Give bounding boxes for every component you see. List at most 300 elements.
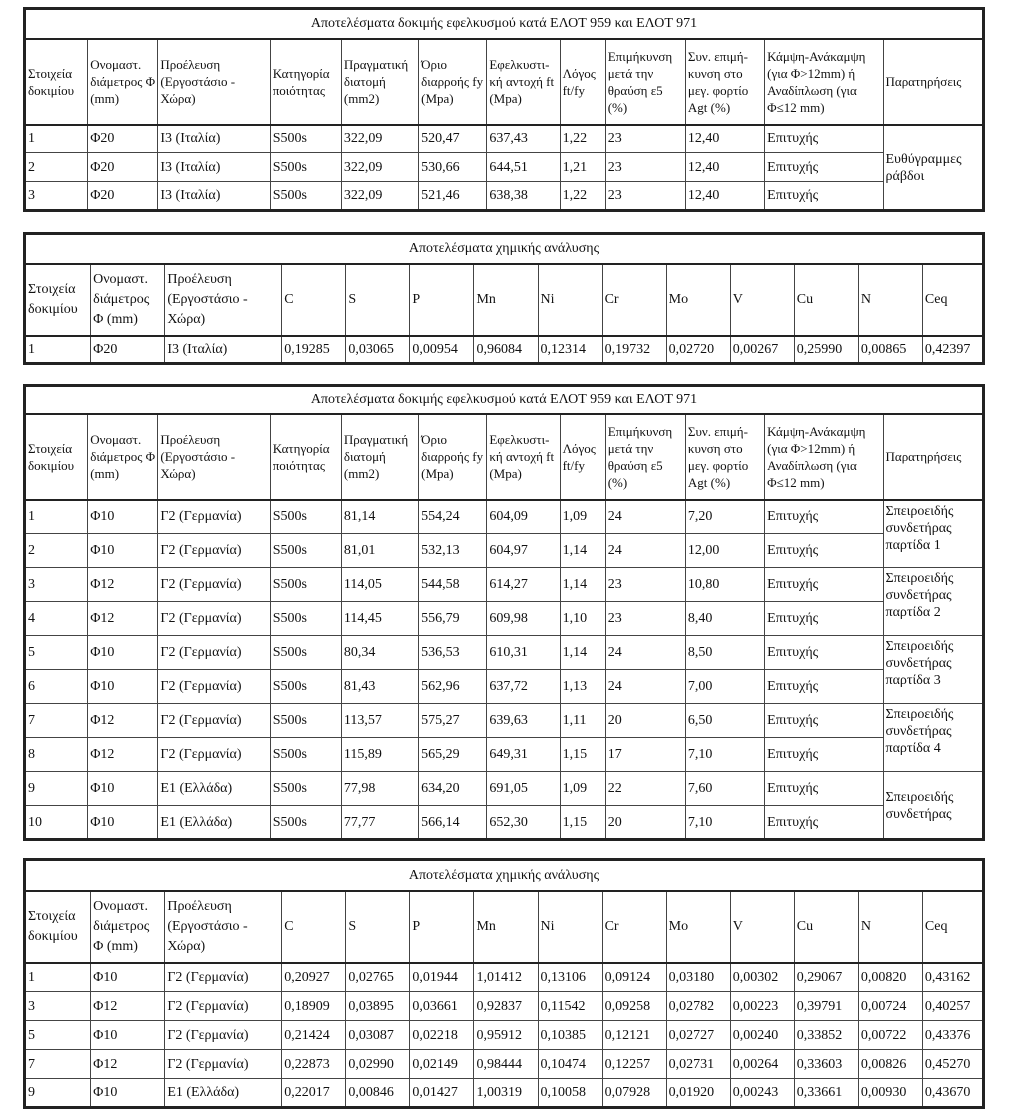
- table-cell: 20: [605, 806, 685, 840]
- header-ratio: Λόγος ft/fy: [560, 39, 605, 125]
- table-cell: Φ20: [88, 125, 158, 153]
- table-cell: 114,45: [341, 602, 418, 636]
- table-cell: Φ20: [88, 182, 158, 211]
- table-cell: Γ2 (Γερμανία): [158, 738, 270, 772]
- remarks-cell: Σπειροειδής συνδετήρας: [883, 772, 984, 840]
- table-cell: S500s: [270, 182, 341, 211]
- table-cell: 562,96: [419, 670, 487, 704]
- table-cell: 1: [25, 336, 91, 364]
- header-mn: Mn: [474, 891, 538, 963]
- table-cell: Ε1 (Ελλάδα): [165, 1079, 282, 1108]
- table-cell: 691,05: [487, 772, 560, 806]
- table-cell: Επιτυχής: [765, 182, 883, 211]
- table-row: [25, 182, 984, 211]
- header-tensile: Εφελκυστι-κή αντοχή ft (Mpa): [487, 39, 560, 125]
- table-cell: 113,57: [341, 704, 418, 738]
- table-cell: Επιτυχής: [765, 500, 883, 534]
- chem-title: Αποτελέσματα χημικής ανάλυσης: [25, 234, 984, 264]
- header-n: N: [858, 891, 922, 963]
- table-cell: 81,14: [341, 500, 418, 534]
- table-cell: 8: [25, 738, 88, 772]
- header-diameter: Ονομαστ. διάμετρος Φ (mm): [91, 264, 165, 336]
- table-cell: 0,00846: [346, 1079, 410, 1108]
- table-cell: 4: [25, 602, 88, 636]
- table-cell: Επιτυχής: [765, 636, 883, 670]
- table-cell: 77,98: [341, 772, 418, 806]
- header-section: Πραγματική διατομή (mm2): [341, 39, 418, 125]
- header-cu: Cu: [794, 264, 858, 336]
- table-cell: 1,14: [560, 534, 605, 568]
- table-cell: S500s: [270, 534, 341, 568]
- table-cell: 575,27: [419, 704, 487, 738]
- table-cell: 23: [605, 125, 685, 153]
- table-cell: 1,11: [560, 704, 605, 738]
- table-cell: 7,10: [685, 738, 764, 772]
- table-cell: 554,24: [419, 500, 487, 534]
- table-cell: 0,42397: [922, 336, 983, 364]
- table-row: [25, 336, 984, 364]
- table-cell: 565,29: [419, 738, 487, 772]
- header-ceq: Ceq: [922, 264, 983, 336]
- table-cell: 0,10058: [538, 1079, 602, 1108]
- table-cell: 1,14: [560, 636, 605, 670]
- header-cu: Cu: [794, 891, 858, 963]
- header-agt: Συν. επιμή-κυνση στο μεγ. φορτίο Agt (%): [685, 39, 764, 125]
- table-cell: 610,31: [487, 636, 560, 670]
- table-cell: 0,20927: [282, 963, 346, 992]
- table-cell: Γ2 (Γερμανία): [158, 534, 270, 568]
- table-cell: 23: [605, 153, 685, 182]
- table-cell: 9: [25, 772, 88, 806]
- table-cell: Γ2 (Γερμανία): [165, 963, 282, 992]
- header-elongation: Επιμήκυνση μετά την θραύση ε5 (%): [605, 39, 685, 125]
- table-cell: 1: [25, 125, 88, 153]
- table-cell: 1,15: [560, 738, 605, 772]
- table-cell: Επιτυχής: [765, 153, 883, 182]
- table-cell: 536,53: [419, 636, 487, 670]
- table-cell: 24: [605, 534, 685, 568]
- table-cell: 0,12121: [602, 1021, 666, 1050]
- table-cell: 0,96084: [474, 336, 538, 364]
- table-cell: 1,15: [560, 806, 605, 840]
- table-cell: 7: [25, 704, 88, 738]
- header-quality: Κατηγορία ποιότητας: [270, 414, 341, 500]
- table-cell: 1,14: [560, 568, 605, 602]
- table-cell: 81,43: [341, 670, 418, 704]
- table-cell: 0,01920: [666, 1079, 730, 1108]
- table-cell: 0,18909: [282, 992, 346, 1021]
- table-cell: 322,09: [341, 182, 418, 211]
- table-cell: 114,05: [341, 568, 418, 602]
- table-cell: Φ10: [91, 963, 165, 992]
- table-cell: Γ2 (Γερμανία): [158, 670, 270, 704]
- table-cell: Γ2 (Γερμανία): [158, 602, 270, 636]
- table-cell: 0,39791: [794, 992, 858, 1021]
- table-cell: 7,00: [685, 670, 764, 704]
- table-cell: Επιτυχής: [765, 125, 883, 153]
- table-cell: 0,00302: [730, 963, 794, 992]
- table-cell: 0,03661: [410, 992, 474, 1021]
- table-cell: Γ2 (Γερμανία): [158, 568, 270, 602]
- table-cell: 0,19285: [282, 336, 346, 364]
- table-cell: Ε1 (Ελλάδα): [158, 806, 270, 840]
- chem-table-germany-greece: [23, 858, 985, 1109]
- table-cell: Φ12: [88, 738, 158, 772]
- table-cell: 3: [25, 992, 91, 1021]
- table-cell: 0,22017: [282, 1079, 346, 1108]
- table-cell: 5: [25, 1021, 91, 1050]
- table-row: [25, 125, 984, 153]
- table-row: [25, 806, 984, 840]
- table-cell: Ε1 (Ελλάδα): [158, 772, 270, 806]
- table-cell: 22: [605, 772, 685, 806]
- table-row: [25, 534, 984, 568]
- table-cell: 0,21424: [282, 1021, 346, 1050]
- table-cell: 521,46: [419, 182, 487, 211]
- header-c: C: [282, 891, 346, 963]
- table-cell: 0,45270: [922, 1050, 983, 1079]
- header-mo: Mo: [666, 891, 730, 963]
- header-cr: Cr: [602, 891, 666, 963]
- table-cell: 0,02990: [346, 1050, 410, 1079]
- table-cell: 0,02782: [666, 992, 730, 1021]
- table-cell: 0,02727: [666, 1021, 730, 1050]
- table-cell: 23: [605, 182, 685, 211]
- header-ni: Ni: [538, 891, 602, 963]
- tensile-title: Αποτελέσματα δοκιμής εφελκυσμού κατά ΕΛΟΤ 959 και ΕΛΟΤ 971: [25, 9, 984, 39]
- table-cell: 77,77: [341, 806, 418, 840]
- table-cell: 0,02720: [666, 336, 730, 364]
- table-cell: 556,79: [419, 602, 487, 636]
- table-row: [25, 670, 984, 704]
- header-origin: Προέλευση (Εργοστάσιο - Χώρα): [158, 39, 270, 125]
- table-cell: 544,58: [419, 568, 487, 602]
- table-cell: 0,00820: [858, 963, 922, 992]
- table-cell: 2: [25, 534, 88, 568]
- table-cell: 12,40: [685, 153, 764, 182]
- table-cell: 81,01: [341, 534, 418, 568]
- table-cell: 0,22873: [282, 1050, 346, 1079]
- table-cell: Φ10: [88, 500, 158, 534]
- table-row: [25, 1021, 984, 1050]
- table-cell: 2: [25, 153, 88, 182]
- table-cell: 0,92837: [474, 992, 538, 1021]
- table-cell: 7: [25, 1050, 91, 1079]
- header-ratio: Λόγος ft/fy: [560, 414, 605, 500]
- table-cell: Ι3 (Ιταλία): [165, 336, 282, 364]
- table-cell: 637,72: [487, 670, 560, 704]
- table-cell: Επιτυχής: [765, 738, 883, 772]
- table-cell: 8,50: [685, 636, 764, 670]
- remarks-cell: Σπειροειδής συνδετήρας παρτίδα 3: [883, 636, 984, 704]
- table-cell: 0,09124: [602, 963, 666, 992]
- table-cell: 0,00240: [730, 1021, 794, 1050]
- header-s: S: [346, 891, 410, 963]
- table-cell: Επιτυχής: [765, 670, 883, 704]
- table-cell: 0,33852: [794, 1021, 858, 1050]
- table-cell: 0,07928: [602, 1079, 666, 1108]
- table-cell: Φ12: [91, 992, 165, 1021]
- table-cell: 1,09: [560, 500, 605, 534]
- table-cell: 649,31: [487, 738, 560, 772]
- table-cell: Επιτυχής: [765, 568, 883, 602]
- table-cell: 639,63: [487, 704, 560, 738]
- table-cell: 0,00865: [858, 336, 922, 364]
- table-cell: 5: [25, 636, 88, 670]
- table-cell: 8,40: [685, 602, 764, 636]
- table-cell: S500s: [270, 704, 341, 738]
- header-s: S: [346, 264, 410, 336]
- table-cell: 0,33603: [794, 1050, 858, 1079]
- table-cell: Φ10: [88, 670, 158, 704]
- table-cell: 0,03065: [346, 336, 410, 364]
- table-cell: 20: [605, 704, 685, 738]
- table-cell: Ι3 (Ιταλία): [158, 182, 270, 211]
- table-cell: Γ2 (Γερμανία): [165, 1021, 282, 1050]
- table-cell: 644,51: [487, 153, 560, 182]
- table-cell: 1,22: [560, 182, 605, 211]
- table-cell: 0,19732: [602, 336, 666, 364]
- header-specimen: Στοιχεία δοκιμίου: [25, 891, 91, 963]
- table-row: [25, 500, 984, 534]
- table-cell: 0,43670: [922, 1079, 983, 1108]
- table-cell: Φ10: [88, 534, 158, 568]
- table-cell: Φ10: [91, 1079, 165, 1108]
- table-cell: 7,20: [685, 500, 764, 534]
- table-cell: Γ2 (Γερμανία): [165, 992, 282, 1021]
- table-cell: S500s: [270, 806, 341, 840]
- table-cell: 0,00264: [730, 1050, 794, 1079]
- table-cell: 638,38: [487, 182, 560, 211]
- header-v: V: [730, 264, 794, 336]
- table-cell: 3: [25, 182, 88, 211]
- table-cell: 12,40: [685, 125, 764, 153]
- table-cell: 0,00954: [410, 336, 474, 364]
- table-cell: Φ10: [88, 806, 158, 840]
- header-specimen: Στοιχεία δοκιμίου: [25, 264, 91, 336]
- table-row: [25, 1050, 984, 1079]
- table-row: [25, 738, 984, 772]
- header-diameter: Ονομαστ. διάμετρος Φ (mm): [88, 414, 158, 500]
- table-cell: Γ2 (Γερμανία): [158, 636, 270, 670]
- table-cell: Επιτυχής: [765, 602, 883, 636]
- table-row: [25, 1079, 984, 1108]
- table-cell: 0,02149: [410, 1050, 474, 1079]
- table-cell: 23: [605, 602, 685, 636]
- table-cell: 566,14: [419, 806, 487, 840]
- table-cell: 0,10385: [538, 1021, 602, 1050]
- table-row: [25, 568, 984, 602]
- table-cell: 1,21: [560, 153, 605, 182]
- header-bend: Κάμψη-Ανάκαμψη (για Φ>12mm) ή Αναδίπλωση (για Φ≤12 mm): [765, 39, 883, 125]
- header-specimen: Στοιχεία δοκιμίου: [25, 414, 88, 500]
- table-cell: 0,00223: [730, 992, 794, 1021]
- header-diameter: Ονομαστ. διάμετρος Φ (mm): [88, 39, 158, 125]
- tensile-table-germany-greece: [23, 384, 985, 841]
- table-cell: 322,09: [341, 125, 418, 153]
- table-cell: 0,43162: [922, 963, 983, 992]
- table-cell: 0,00243: [730, 1079, 794, 1108]
- table-cell: 604,09: [487, 500, 560, 534]
- table-cell: S500s: [270, 772, 341, 806]
- header-v: V: [730, 891, 794, 963]
- table-cell: 0,98444: [474, 1050, 538, 1079]
- table-cell: 0,01944: [410, 963, 474, 992]
- chem-title: Αποτελέσματα χημικής ανάλυσης: [25, 860, 984, 891]
- table-cell: 652,30: [487, 806, 560, 840]
- table-cell: 0,03895: [346, 992, 410, 1021]
- table-cell: Φ12: [88, 704, 158, 738]
- table-cell: 6: [25, 670, 88, 704]
- header-section: Πραγματική διατομή (mm2): [341, 414, 418, 500]
- table-cell: Ι3 (Ιταλία): [158, 153, 270, 182]
- table-cell: S500s: [270, 568, 341, 602]
- table-cell: Γ2 (Γερμανία): [158, 704, 270, 738]
- header-n: N: [858, 264, 922, 336]
- header-origin: Προέλευση (Εργοστάσιο - Χώρα): [158, 414, 270, 500]
- table-cell: 0,02218: [410, 1021, 474, 1050]
- table-cell: 1: [25, 963, 91, 992]
- table-cell: 0,13106: [538, 963, 602, 992]
- table-cell: 3: [25, 568, 88, 602]
- table-cell: 10,80: [685, 568, 764, 602]
- table-cell: Επιτυχής: [765, 534, 883, 568]
- table-cell: 0,12257: [602, 1050, 666, 1079]
- table-cell: Φ20: [88, 153, 158, 182]
- table-cell: 0,43376: [922, 1021, 983, 1050]
- table-cell: 1,09: [560, 772, 605, 806]
- table-cell: 637,43: [487, 125, 560, 153]
- table-cell: 0,95912: [474, 1021, 538, 1050]
- table-cell: 0,03087: [346, 1021, 410, 1050]
- table-cell: 0,02731: [666, 1050, 730, 1079]
- table-cell: 609,98: [487, 602, 560, 636]
- table-cell: 6,50: [685, 704, 764, 738]
- table-cell: Φ10: [91, 1021, 165, 1050]
- table-row: [25, 602, 984, 636]
- table-cell: 24: [605, 500, 685, 534]
- remarks-cell: Σπειροειδής συνδετήρας παρτίδα 4: [883, 704, 984, 772]
- table-cell: Φ12: [88, 602, 158, 636]
- table-cell: 0,25990: [794, 336, 858, 364]
- header-c: C: [282, 264, 346, 336]
- table-row: [25, 153, 984, 182]
- table-cell: Γ2 (Γερμανία): [165, 1050, 282, 1079]
- header-p: P: [410, 891, 474, 963]
- header-diameter: Ονομαστ. διάμετρος Φ (mm): [91, 891, 165, 963]
- table-cell: 12,40: [685, 182, 764, 211]
- table-cell: 1,00319: [474, 1079, 538, 1108]
- table-cell: 1,10: [560, 602, 605, 636]
- table-cell: 604,97: [487, 534, 560, 568]
- table-cell: 0,03180: [666, 963, 730, 992]
- table-cell: 0,00826: [858, 1050, 922, 1079]
- table-cell: 115,89: [341, 738, 418, 772]
- table-cell: Φ12: [88, 568, 158, 602]
- header-mn: Mn: [474, 264, 538, 336]
- table-cell: Επιτυχής: [765, 704, 883, 738]
- table-cell: 532,13: [419, 534, 487, 568]
- table-cell: 10: [25, 806, 88, 840]
- header-mo: Mo: [666, 264, 730, 336]
- table-cell: 0,33661: [794, 1079, 858, 1108]
- table-cell: 80,34: [341, 636, 418, 670]
- table-row: [25, 704, 984, 738]
- header-yield: Όριο διαρροής fy (Mpa): [419, 414, 487, 500]
- table-cell: 0,11542: [538, 992, 602, 1021]
- table-cell: 0,40257: [922, 992, 983, 1021]
- table-cell: Επιτυχής: [765, 772, 883, 806]
- table-cell: 0,12314: [538, 336, 602, 364]
- table-cell: 1,01412: [474, 963, 538, 992]
- table-cell: S500s: [270, 602, 341, 636]
- table-cell: Επιτυχής: [765, 806, 883, 840]
- table-row: [25, 963, 984, 992]
- table-cell: 0,00930: [858, 1079, 922, 1108]
- table-cell: 614,27: [487, 568, 560, 602]
- table-cell: S500s: [270, 670, 341, 704]
- table-cell: 0,29067: [794, 963, 858, 992]
- table-cell: 24: [605, 670, 685, 704]
- table-cell: 0,01427: [410, 1079, 474, 1108]
- table-cell: 17: [605, 738, 685, 772]
- table-cell: 520,47: [419, 125, 487, 153]
- header-quality: Κατηγορία ποιότητας: [270, 39, 341, 125]
- table-cell: S500s: [270, 500, 341, 534]
- header-cr: Cr: [602, 264, 666, 336]
- table-cell: 9: [25, 1079, 91, 1108]
- table-cell: 0,00724: [858, 992, 922, 1021]
- tensile-title: Αποτελέσματα δοκιμής εφελκυσμού κατά ΕΛΟΤ 959 και ΕΛΟΤ 971: [25, 386, 984, 414]
- table-cell: Φ20: [91, 336, 165, 364]
- table-cell: S500s: [270, 738, 341, 772]
- table-cell: 1,13: [560, 670, 605, 704]
- table-cell: S500s: [270, 153, 341, 182]
- header-yield: Όριο διαρροής fy (Mpa): [419, 39, 487, 125]
- header-p: P: [410, 264, 474, 336]
- table-cell: 0,00722: [858, 1021, 922, 1050]
- table-cell: 0,09258: [602, 992, 666, 1021]
- table-cell: 24: [605, 636, 685, 670]
- table-cell: Ι3 (Ιταλία): [158, 125, 270, 153]
- table-cell: 1,22: [560, 125, 605, 153]
- table-cell: 0,02765: [346, 963, 410, 992]
- table-cell: 634,20: [419, 772, 487, 806]
- header-origin: Προέλευση (Εργοστάσιο - Χώρα): [165, 264, 282, 336]
- table-cell: S500s: [270, 636, 341, 670]
- header-ni: Ni: [538, 264, 602, 336]
- table-row: [25, 772, 984, 806]
- header-elongation: Επιμήκυνση μετά την θραύση ε5 (%): [605, 414, 685, 500]
- table-cell: 12,00: [685, 534, 764, 568]
- table-row: [25, 992, 984, 1021]
- table-cell: 0,10474: [538, 1050, 602, 1079]
- remarks-cell: Σπειροειδής συνδετήρας παρτίδα 1: [883, 500, 984, 568]
- table-cell: Φ10: [88, 636, 158, 670]
- table-cell: 7,60: [685, 772, 764, 806]
- header-ceq: Ceq: [922, 891, 983, 963]
- remarks-cell: Σπειροειδής συνδετήρας παρτίδα 2: [883, 568, 984, 636]
- table-cell: 0,00267: [730, 336, 794, 364]
- table-cell: S500s: [270, 125, 341, 153]
- remarks-cell: Ευθύγραμμες ράβδοι: [883, 125, 984, 211]
- table-cell: 1: [25, 500, 88, 534]
- table-row: [25, 636, 984, 670]
- header-bend: Κάμψη-Ανάκαμψη (για Φ>12mm) ή Αναδίπλωση (για Φ≤12 mm): [765, 414, 883, 500]
- table-cell: Φ10: [88, 772, 158, 806]
- header-origin: Προέλευση (Εργοστάσιο - Χώρα): [165, 891, 282, 963]
- header-tensile: Εφελκυστι-κή αντοχή ft (Mpa): [487, 414, 560, 500]
